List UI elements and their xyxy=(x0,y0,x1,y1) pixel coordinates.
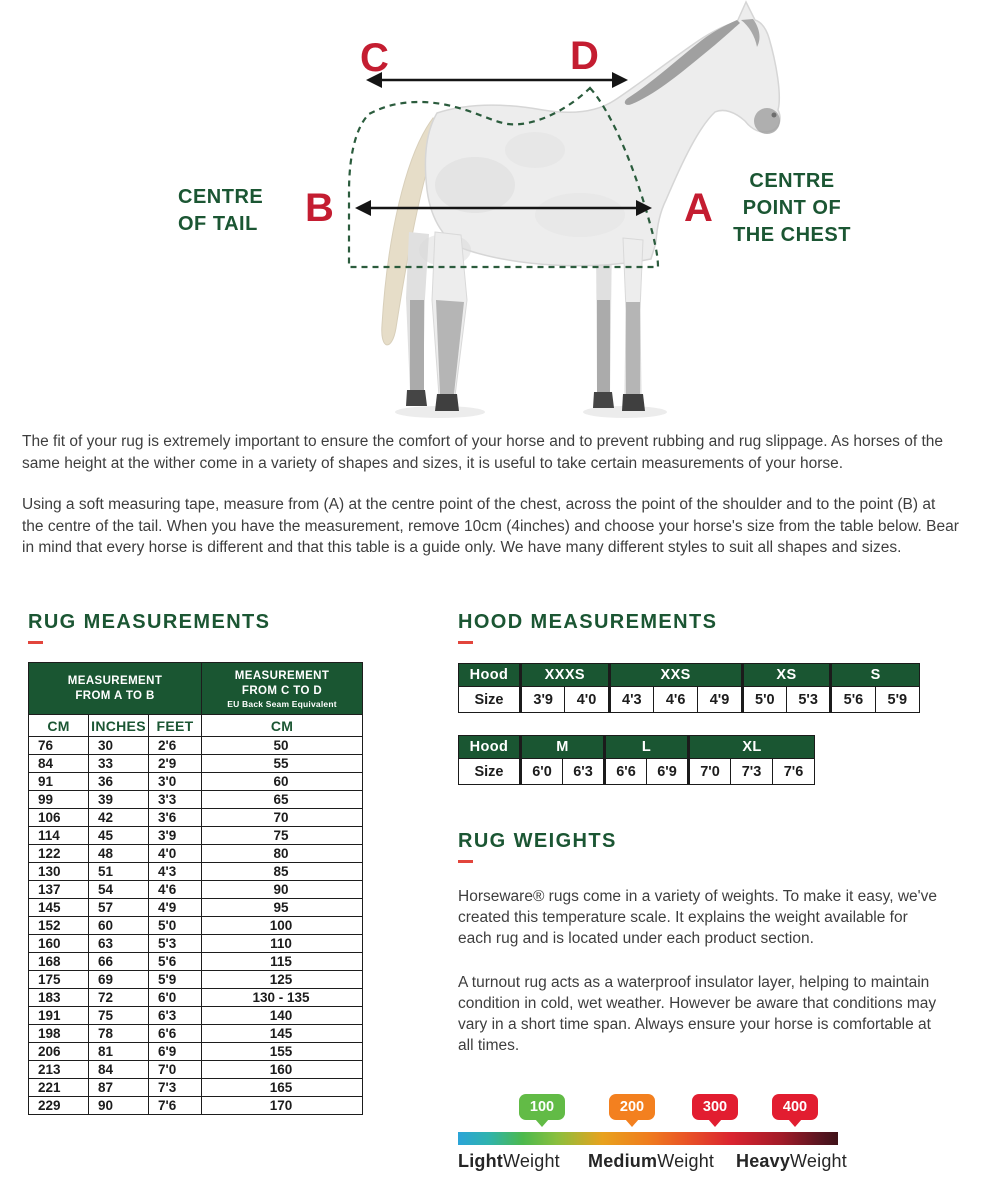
group2-line1: MEASUREMENT xyxy=(234,670,330,682)
badge-pointer xyxy=(708,1119,722,1127)
rug-table-cell: 125 xyxy=(202,971,363,989)
label-a: A xyxy=(684,186,713,230)
rug-table-cell: 87 xyxy=(89,1079,149,1097)
rug-table-cell: 160 xyxy=(202,1061,363,1079)
rug-table-row xyxy=(29,917,363,935)
hood-size-value: 6'3 xyxy=(563,759,605,785)
centre-of-tail-line2: OF TAIL xyxy=(178,213,258,235)
intro-text xyxy=(22,431,960,559)
hood-measurements-table-2 xyxy=(458,735,815,785)
rug-table-cell: 75 xyxy=(202,827,363,845)
group2-line2: FROM C TO D xyxy=(241,685,323,697)
rug-table-cell: 3'9 xyxy=(149,827,202,845)
rug-table-row xyxy=(29,1079,363,1097)
rug-table-cell: 55 xyxy=(202,755,363,773)
rug-table-column-header xyxy=(29,715,363,737)
rug-table-cell: 33 xyxy=(89,755,149,773)
rug-weights-paragraph-2: A turnout rug acts as a waterproof insulator layer, helping to maintain condition in cold, wet weather. However be aware that conditions may vary in a short time span. Always ensure your horse is comfortable at all times. xyxy=(458,974,937,1054)
rug-table-cell: 69 xyxy=(89,971,149,989)
rug-table-cell: 140 xyxy=(202,1007,363,1025)
rug-table-cell: 60 xyxy=(202,773,363,791)
rug-table-cell: 30 xyxy=(89,737,149,755)
rug-table-cell: 191 xyxy=(29,1007,89,1025)
temperature-gradient-bar xyxy=(458,1132,838,1145)
hood-measurements-table-1 xyxy=(458,663,920,713)
centre-chest-line3: THE CHEST xyxy=(733,224,851,246)
hood-size-group: XS xyxy=(742,664,831,687)
weight-label-rest: Weight xyxy=(502,1151,560,1171)
hood-size-value: 7'0 xyxy=(689,759,731,785)
horse-hoof xyxy=(622,394,645,411)
rug-table-cell: 54 xyxy=(89,881,149,899)
column-header-cm: CM xyxy=(29,715,89,737)
rug-table-cell: 90 xyxy=(202,881,363,899)
rug-table-cell: 170 xyxy=(202,1097,363,1115)
intro-paragraph-1: The fit of your rug is extremely important to ensure the comfort of your horse and to prevent rubbing and rug slippage. As horses of the same height at the wither come in a variety of shapes and sizes, it is useful to take certain measurements of your horse. xyxy=(22,433,944,472)
weight-badge-100: 100 xyxy=(519,1094,565,1120)
horse-shading xyxy=(505,132,565,168)
rug-table-cell: 76 xyxy=(29,737,89,755)
weight-label-medium xyxy=(588,1151,714,1172)
rug-table-row xyxy=(29,1061,363,1079)
hood-size-group: L xyxy=(605,736,689,759)
rug-table-cell: 48 xyxy=(89,845,149,863)
horse-nostril xyxy=(772,113,777,118)
centre-chest-line2: POINT OF xyxy=(742,197,842,219)
intro-paragraph-2: Using a soft measuring tape, measure from (A) at the centre point of the chest, across the point of the shoulder and to the point (B) at the centre of the tail. When you have the measurement, remove 10cm (4inches) and choose your horse's size from the table below. Bear in mind that every horse is different and that this table is a guide only. We have many different styles to suit all shapes and sizes. xyxy=(22,496,959,556)
rug-table-cell: 2'9 xyxy=(149,755,202,773)
rug-table-cell: 3'6 xyxy=(149,809,202,827)
rug-table-row xyxy=(29,1097,363,1115)
rug-table-cell: 4'3 xyxy=(149,863,202,881)
right-column xyxy=(458,610,938,1182)
rug-table-cell: 6'6 xyxy=(149,1025,202,1043)
rug-weights-title: RUG WEIGHTS xyxy=(458,830,617,852)
rug-measurements-title: RUG MEASUREMENTS xyxy=(28,611,271,633)
hood-size-value: 6'6 xyxy=(605,759,647,785)
horse-leg-lower xyxy=(626,302,640,394)
column-header-inches: INCHES xyxy=(89,715,149,737)
rug-table-row xyxy=(29,1043,363,1061)
hood-table-data-row xyxy=(459,759,815,785)
rug-table-cell: 51 xyxy=(89,863,149,881)
hood-size-value: 5'3 xyxy=(786,687,830,713)
rug-table-cell: 45 xyxy=(89,827,149,845)
rug-table-cell: 50 xyxy=(202,737,363,755)
rug-table-cell: 6'3 xyxy=(149,1007,202,1025)
rug-table-cell: 198 xyxy=(29,1025,89,1043)
horse-illustration xyxy=(325,0,785,430)
rug-table-cell: 81 xyxy=(89,1043,149,1061)
rug-table-row xyxy=(29,953,363,971)
horse-shading xyxy=(435,157,515,213)
weight-badge-300: 300 xyxy=(692,1094,738,1120)
badge-pointer xyxy=(625,1119,639,1127)
rug-table-row xyxy=(29,791,363,809)
centre-of-tail-label xyxy=(178,184,263,238)
rug-table-cell: 221 xyxy=(29,1079,89,1097)
hood-corner-cell: Hood xyxy=(459,664,521,687)
rug-table-row xyxy=(29,827,363,845)
rug-table-cell: 57 xyxy=(89,899,149,917)
hood-size-value: 3'9 xyxy=(521,687,565,713)
rug-table-row xyxy=(29,755,363,773)
rug-table-cell: 85 xyxy=(202,863,363,881)
rug-table-cell: 122 xyxy=(29,845,89,863)
rug-table-cell: 5'6 xyxy=(149,953,202,971)
rug-table-cell: 63 xyxy=(89,935,149,953)
rug-table-cell: 95 xyxy=(202,899,363,917)
hood-corner-cell: Hood xyxy=(459,736,521,759)
rug-table-cell: 60 xyxy=(89,917,149,935)
rug-table-cell: 5'3 xyxy=(149,935,202,953)
rug-table-cell: 114 xyxy=(29,827,89,845)
label-d: D xyxy=(570,34,599,78)
rug-table-cell: 6'0 xyxy=(149,989,202,1007)
hood-table-header-row xyxy=(459,664,920,687)
rug-table-cell: 36 xyxy=(89,773,149,791)
rug-table-cell: 106 xyxy=(29,809,89,827)
rug-table-cell: 7'0 xyxy=(149,1061,202,1079)
rug-table-cell: 206 xyxy=(29,1043,89,1061)
badge-pointer xyxy=(788,1119,802,1127)
weight-label-bold: Medium xyxy=(588,1151,658,1171)
rug-table-cell: 66 xyxy=(89,953,149,971)
rug-table-cell: 3'3 xyxy=(149,791,202,809)
hood-table-data-row xyxy=(459,687,920,713)
rug-table-cell: 145 xyxy=(29,899,89,917)
hood-size-value: 7'6 xyxy=(773,759,815,785)
hood-row-label: Size xyxy=(459,687,521,713)
rug-table-cell: 145 xyxy=(202,1025,363,1043)
hood-size-value: 6'0 xyxy=(521,759,563,785)
hood-size-value: 4'6 xyxy=(653,687,697,713)
rug-table-row xyxy=(29,773,363,791)
rug-table-cell: 5'0 xyxy=(149,917,202,935)
centre-of-tail-line1: CENTRE xyxy=(178,186,264,208)
weight-badge-200: 200 xyxy=(609,1094,655,1120)
rug-table-cell: 168 xyxy=(29,953,89,971)
hood-table-header-row xyxy=(459,736,815,759)
rug-table-row xyxy=(29,971,363,989)
rug-table-cell: 99 xyxy=(29,791,89,809)
label-c: C xyxy=(360,36,389,80)
weight-label-rest: Weight xyxy=(790,1151,847,1171)
rug-table-row xyxy=(29,737,363,755)
group-header-c-to-d xyxy=(202,663,363,715)
weight-label-light xyxy=(458,1151,560,1172)
column-header-feet: FEET xyxy=(149,715,202,737)
hood-size-group: S xyxy=(831,664,920,687)
horse-muzzle xyxy=(754,108,780,134)
rug-table-cell: 5'9 xyxy=(149,971,202,989)
rug-table-row xyxy=(29,845,363,863)
rug-table-cell: 84 xyxy=(29,755,89,773)
rug-table-row xyxy=(29,1007,363,1025)
rug-table-cell: 39 xyxy=(89,791,149,809)
rug-table-cell: 78 xyxy=(89,1025,149,1043)
rug-table-cell: 80 xyxy=(202,845,363,863)
rug-table-cell: 229 xyxy=(29,1097,89,1115)
title-dash xyxy=(458,641,473,644)
horse-shading xyxy=(535,193,625,237)
label-b: B xyxy=(305,186,334,230)
centre-point-of-chest-label xyxy=(722,168,862,249)
group1-line1: MEASUREMENT xyxy=(67,675,163,687)
weight-label-bold: Light xyxy=(458,1151,503,1171)
hood-size-value: 7'3 xyxy=(731,759,773,785)
hood-size-value: 4'3 xyxy=(609,687,653,713)
rug-table-cell: 72 xyxy=(89,989,149,1007)
hood-measurements-title: HOOD MEASUREMENTS xyxy=(458,611,718,633)
rug-table-cell: 183 xyxy=(29,989,89,1007)
rug-table-cell: 213 xyxy=(29,1061,89,1079)
rug-weights-paragraph-1: Horseware® rugs come in a variety of weights. To make it easy, we've created this temperature scale. It explains the weight available for each rug and is located under each product section. xyxy=(458,888,938,947)
rug-table-cell: 70 xyxy=(202,809,363,827)
rug-table-cell: 137 xyxy=(29,881,89,899)
rug-table-row xyxy=(29,899,363,917)
weight-label-rest: Weight xyxy=(657,1151,715,1171)
horse-hoof xyxy=(406,390,427,406)
rug-table-group-header xyxy=(29,663,363,715)
rug-table-cell: 130 xyxy=(29,863,89,881)
rug-table-cell: 115 xyxy=(202,953,363,971)
rug-table-cell: 91 xyxy=(29,773,89,791)
rug-table-cell: 7'6 xyxy=(149,1097,202,1115)
rug-table-cell: 110 xyxy=(202,935,363,953)
horse-figure xyxy=(0,0,984,430)
weight-label-heavy xyxy=(736,1151,847,1172)
rug-table-cell: 42 xyxy=(89,809,149,827)
rug-table-cell: 75 xyxy=(89,1007,149,1025)
horse-leg-lower xyxy=(597,300,610,394)
rug-table-row xyxy=(29,809,363,827)
hood-size-group: M xyxy=(521,736,605,759)
rug-table-cell: 130 - 135 xyxy=(202,989,363,1007)
hood-size-value: 4'9 xyxy=(698,687,742,713)
hood-size-group: XXXS xyxy=(521,664,610,687)
rug-measurements-section xyxy=(28,610,362,1115)
hood-row-label: Size xyxy=(459,759,521,785)
rug-table-cell: 7'3 xyxy=(149,1079,202,1097)
rug-table-cell: 4'6 xyxy=(149,881,202,899)
badge-pointer xyxy=(535,1119,549,1127)
hood-size-value: 5'0 xyxy=(742,687,786,713)
column-header-cm-back: CM xyxy=(202,715,363,737)
rug-table-cell: 6'9 xyxy=(149,1043,202,1061)
horse-hoof xyxy=(593,392,614,408)
title-dash xyxy=(28,641,43,644)
hood-size-value: 6'9 xyxy=(647,759,689,785)
rug-table-cell: 4'9 xyxy=(149,899,202,917)
rug-table-cell: 4'0 xyxy=(149,845,202,863)
horse-hoof xyxy=(435,394,459,411)
rug-table-cell: 100 xyxy=(202,917,363,935)
group-header-a-to-b xyxy=(29,663,202,715)
rug-table-row xyxy=(29,935,363,953)
rug-table-row xyxy=(29,1025,363,1043)
rug-measurements-table xyxy=(28,662,363,1115)
rug-table-cell: 175 xyxy=(29,971,89,989)
rug-table-row xyxy=(29,989,363,1007)
hood-size-value: 5'6 xyxy=(831,687,875,713)
hood-size-group: XL xyxy=(689,736,815,759)
rug-table-cell: 3'0 xyxy=(149,773,202,791)
hood-size-value: 5'9 xyxy=(875,687,919,713)
rug-table-row xyxy=(29,863,363,881)
rug-table-cell: 90 xyxy=(89,1097,149,1115)
centre-chest-line1: CENTRE xyxy=(749,170,835,192)
weight-scale xyxy=(458,1094,878,1182)
horse-leg-lower xyxy=(410,300,424,392)
rug-table-row xyxy=(29,881,363,899)
group2-note: EU Back Seam Equivalent xyxy=(227,699,337,709)
rug-table-cell: 155 xyxy=(202,1043,363,1061)
title-dash xyxy=(458,860,473,863)
rug-table-cell: 165 xyxy=(202,1079,363,1097)
hood-size-value: 4'0 xyxy=(565,687,609,713)
rug-table-cell: 2'6 xyxy=(149,737,202,755)
rug-table-cell: 65 xyxy=(202,791,363,809)
rug-table-cell: 160 xyxy=(29,935,89,953)
weight-badge-400: 400 xyxy=(772,1094,818,1120)
hood-size-group: XXS xyxy=(609,664,742,687)
rug-table-cell: 84 xyxy=(89,1061,149,1079)
rug-table-cell: 152 xyxy=(29,917,89,935)
group1-line2: FROM A TO B xyxy=(75,690,155,702)
weight-label-bold: Heavy xyxy=(736,1151,791,1171)
